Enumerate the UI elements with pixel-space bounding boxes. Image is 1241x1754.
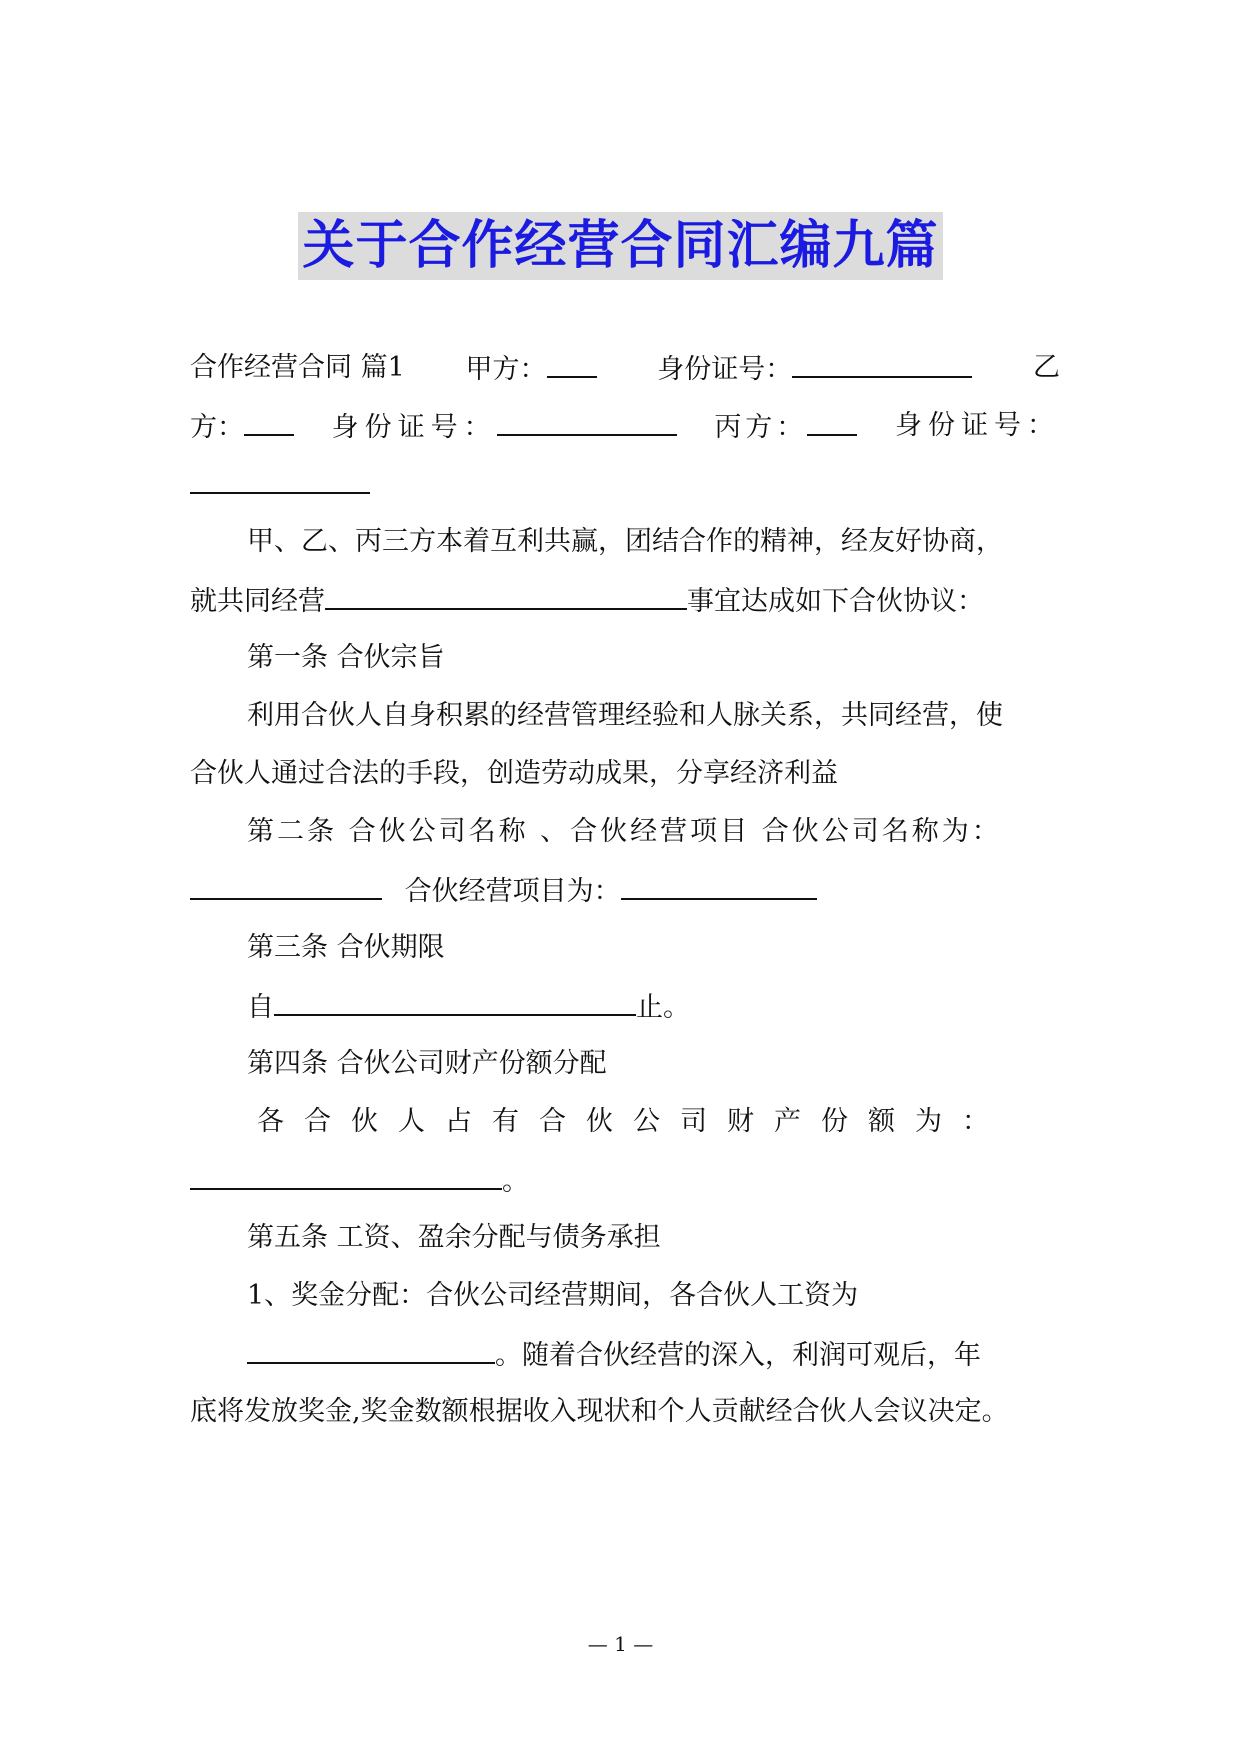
blank-field <box>190 464 370 494</box>
party-b <box>190 406 294 448</box>
article-2-line-2 <box>190 870 1060 912</box>
blank-field <box>621 870 817 900</box>
party-b-label: 方： <box>190 412 244 443</box>
parties-line-1 <box>190 348 1060 390</box>
section-label-1: 合作经营合同 篇1 <box>190 352 405 383</box>
blank-field <box>547 348 597 378</box>
party-c-label: 丙方： <box>714 412 808 443</box>
intro-line-2 <box>190 580 1060 622</box>
article-5-line-2 <box>247 1334 1060 1376</box>
article-3-heading: 第三条 合伙期限 <box>247 932 445 963</box>
blank-field <box>497 406 677 436</box>
blank-field <box>792 348 972 378</box>
article-3-line <box>247 986 1060 1028</box>
title-container <box>0 212 1241 280</box>
article-1-line-2: 合伙人通过合法的手段，创造劳动成果，分享经济利益 <box>190 758 838 789</box>
intro-text-b: 事宜达成如下合伙协议： <box>687 586 984 617</box>
party-b-label-start: 乙 <box>1032 352 1060 383</box>
end-mark: 。 <box>502 1166 529 1197</box>
article-5-line-1: 1、奖金分配：合伙公司经营期间，各合伙人工资为 <box>247 1280 859 1311</box>
article-2-heading: 第二条 合伙公司名称 、合伙经营项目 合伙公司名称为： <box>247 816 1002 847</box>
id-label: 身份证号： <box>331 412 497 443</box>
intro-line-1: 甲、乙、丙三方本着互利共赢，团结合作的精神，经友好协商， <box>247 526 1003 557</box>
blank-field <box>244 406 294 436</box>
blank-field <box>190 870 382 900</box>
article-1-heading: 第一条 合伙宗旨 <box>247 642 445 673</box>
party-c-id: 身份证号： <box>894 410 1060 441</box>
document-title: 关于合作经营合同汇编九篇 <box>298 212 942 280</box>
blank-field <box>190 1160 502 1190</box>
article-5-line-2-text: 。随着合伙经营的深入，利润可观后，年 <box>495 1340 981 1371</box>
parties-line-3 <box>190 464 1060 506</box>
intro-text-a: 就共同经营 <box>190 586 325 617</box>
blank-field <box>274 986 636 1016</box>
term-from: 自 <box>247 992 274 1023</box>
article-4-line-2 <box>190 1160 1060 1202</box>
term-to: 止。 <box>636 992 690 1023</box>
party-a <box>466 348 597 390</box>
article-4-heading: 第四条 合伙公司财产份额分配 <box>247 1048 607 1079</box>
article-4-line-1: 各合伙人占有合伙公司财产份额为： <box>257 1106 1009 1137</box>
parties-line-2 <box>190 406 1060 448</box>
project-label: 合伙经营项目为： <box>404 876 621 907</box>
party-a-label: 甲方： <box>465 354 547 385</box>
article-1-line-1: 利用合伙人自身积累的经营管理经验和人脉关系，共同经营，使 <box>247 700 1003 731</box>
id-label: 身份证号： <box>657 354 793 385</box>
page-number: — 1 — <box>587 1632 654 1656</box>
blank-field <box>247 1334 495 1364</box>
party-a-id <box>657 348 972 390</box>
party-c <box>714 406 857 448</box>
blank-field <box>807 406 857 436</box>
blank-field <box>325 580 687 610</box>
party-b-id <box>332 406 677 448</box>
article-5-heading: 第五条 工资、盈余分配与债务承担 <box>247 1222 661 1253</box>
article-5-line-3: 底将发放奖金,奖金数额根据收入现状和个人贡献经合伙人会议决定。 <box>190 1396 1009 1427</box>
